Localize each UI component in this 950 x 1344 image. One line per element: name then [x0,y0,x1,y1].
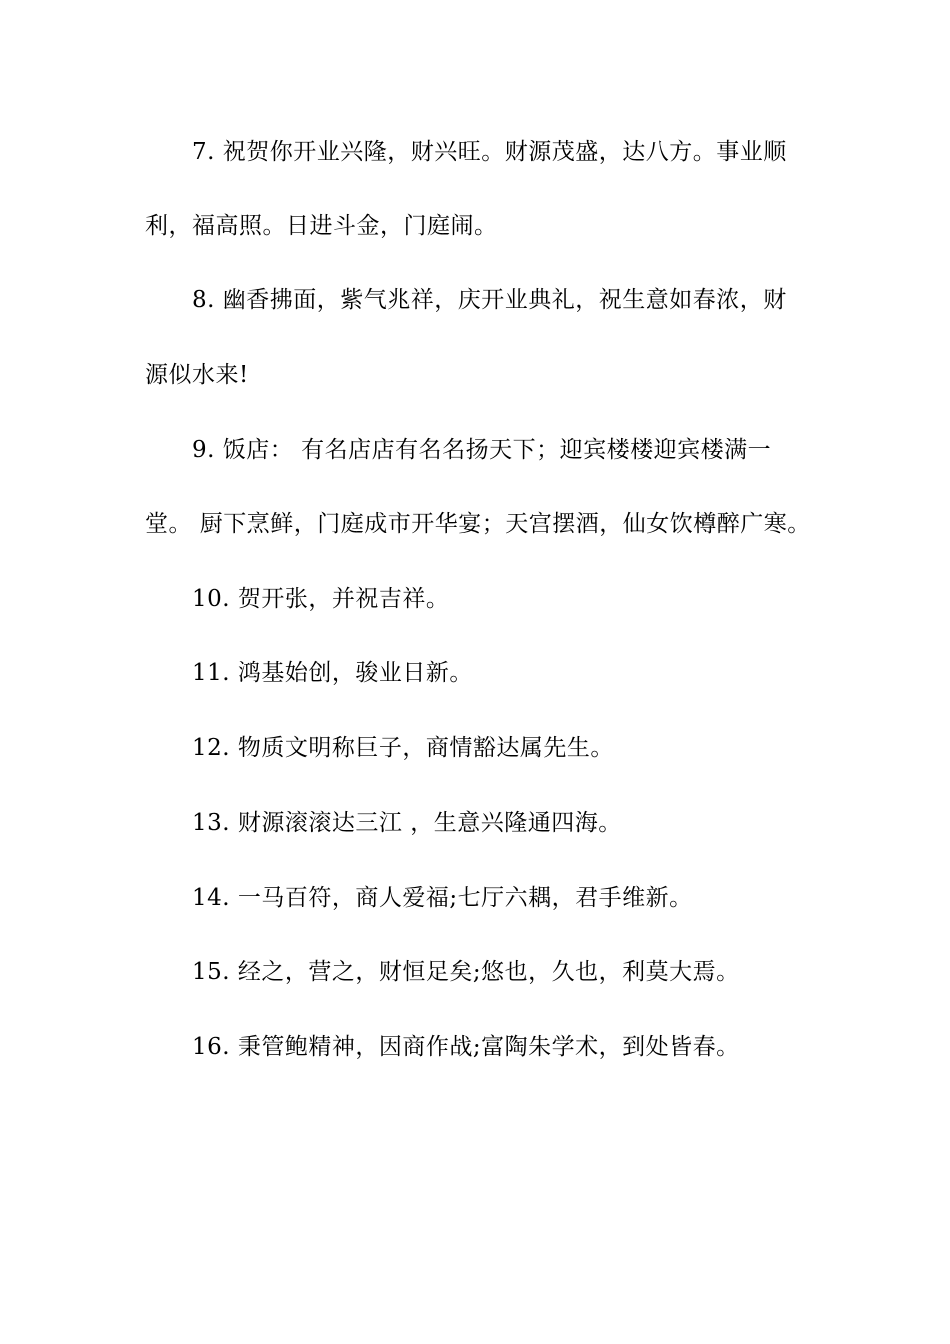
text-line-item-8-part-1: 8. 幽香拂面，紫气兆祥，庆开业典礼，祝生意如春浓，财 [192,287,787,313]
text-line-item-11: 11. 鸿基始创，骏业日新。 [192,660,473,686]
text-line-item-12: 12. 物质文明称巨子，商情豁达属先生。 [192,735,614,761]
text-line-item-7-part-1: 7. 祝贺你开业兴隆，财兴旺。财源茂盛，达八方。事业顺 [192,139,787,165]
text-line-item-9-part-2: 堂。 厨下烹鲜，门庭成市开华宴；天宫摆酒，仙女饮樽醉广寒。 [145,511,811,537]
text-line-item-16: 16. 秉管鲍精神，因商作战;富陶朱学术，到处皆春。 [192,1034,740,1060]
text-line-item-13: 13. 财源滚滚达三江 ，生意兴隆通四海。 [192,810,622,836]
text-line-item-15: 15. 经之，营之，财恒足矣;悠也，久也，利莫大焉。 [192,959,740,985]
text-line-item-8-part-2: 源似水来! [145,362,249,388]
text-line-item-10: 10. 贺开张，并祝吉祥。 [192,586,450,612]
text-line-item-14: 14. 一马百符，商人爱福;七厅六耦，君手维新。 [192,885,693,911]
text-line-item-7-part-2: 利，福高照。日进斗金，门庭闹。 [145,213,498,239]
text-line-item-9-part-1: 9. 饭店： 有名店店有名名扬天下；迎宾楼楼迎宾楼满一 [192,437,772,463]
